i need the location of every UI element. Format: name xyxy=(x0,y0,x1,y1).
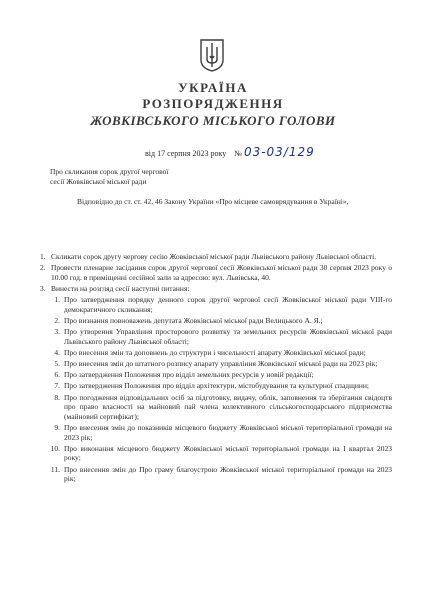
list-item xyxy=(40,252,392,262)
item-text: Скликати сорок другу чергову сесію Жовківської міської ради Львівського району Львівської області. xyxy=(51,252,377,261)
agenda-item xyxy=(40,359,392,369)
agenda-number: 3. xyxy=(54,327,60,337)
agenda-item xyxy=(40,423,392,442)
item-number: 2. xyxy=(40,263,46,273)
issuer-heading: ЖОВКІВСЬКОГО МІСЬКОГО ГОЛОВИ xyxy=(90,113,336,128)
agenda-text: Про утворення Управління просторового розвитку та земельних ресурсів Жовківської міської ради Львівського району Львівської області; xyxy=(64,327,392,346)
item-text: Провести пленарне засідання сорок другої чергової сесії Жовківської міської ради 30 серпня 2023 року о 10.00 год. в приміщенні сесійної зали за адресою: вул. Львівська, 40. xyxy=(51,263,392,282)
agenda-text: Про внесення змін до Про граму благоустрою Жовківської міської територіальної громади на 2023 рік; xyxy=(64,464,392,484)
agenda-text: Про внесення змін до показників місцевого бюджету Жовківської міської територіальної громади на 2023 рік; xyxy=(64,423,392,442)
list-item xyxy=(40,263,392,282)
agenda-number: 8. xyxy=(54,392,60,402)
agenda-number: 1. xyxy=(54,295,60,305)
agenda-item xyxy=(40,316,392,326)
item-number: 1. xyxy=(40,252,46,261)
agenda-text: Про погодження відповідальних осіб за підготовку, видачу, облік, заповнення та зберігання свідоцтв про право власності на майновий пай члена колективного сільськогосподарського підприємства (майновий сертифікат); xyxy=(64,392,392,421)
country-heading: УКРАЇНА xyxy=(178,80,248,95)
agenda-text: Про визнання повноважень депутата Жовківської міської ради Велицького А. Я.; xyxy=(64,315,323,325)
item-text: Винести на розгляд сесії наступні питання: xyxy=(51,283,190,293)
number-label: № xyxy=(234,149,242,158)
agenda-text: Про затвердження Положення про відділ архітектури, містобудування та культурної спадщини; xyxy=(64,381,369,391)
dateline xyxy=(145,145,315,159)
agenda-text: Про внесення змін та доповнень до структури і чисельності апарату Жовківської міської ради; xyxy=(64,347,366,357)
order-list xyxy=(40,252,392,485)
subject-block xyxy=(50,167,168,187)
agenda-text: Про внесення змін до штатного розпису апарату управління Жовківської міської ради на 2023 рік; xyxy=(64,359,378,369)
list-item xyxy=(40,284,392,294)
agenda-item xyxy=(40,327,392,346)
agenda-number: 7. xyxy=(54,381,60,391)
item-number: 3. xyxy=(40,283,46,293)
agenda-item xyxy=(40,393,392,422)
agenda-text: Про виконання місцевого бюджету Жовківської міської територіальної громади на I квартал 2023 року; xyxy=(64,443,392,463)
subject-line: Про скликання сорок другої чергової xyxy=(50,167,169,176)
agenda-number: 10. xyxy=(50,443,60,453)
agenda-number: 4. xyxy=(54,347,60,357)
agenda-number: 2. xyxy=(54,315,60,325)
agenda-item xyxy=(40,295,392,314)
agenda-number: 11. xyxy=(50,464,60,474)
agenda-item xyxy=(40,381,392,391)
agenda-number: 6. xyxy=(54,370,60,380)
agenda-text: Про затвердження порядку денного сорок другої чергової сесії Жовківської міської ради VIII-го демократичного скликання; xyxy=(64,295,392,314)
agenda-number: 9. xyxy=(54,423,60,433)
subject-line: сесії Жовківської міської ради xyxy=(50,177,147,186)
legal-basis-paragraph: Відповідно до ст. ст. 42, 46 Закону України «Про місцеве самоврядування в Україні», xyxy=(77,197,349,206)
agenda-item xyxy=(40,465,392,484)
agenda-item xyxy=(40,370,392,380)
agenda-item xyxy=(40,444,392,463)
trident-emblem-icon xyxy=(199,38,225,72)
agenda-number: 5. xyxy=(54,359,60,369)
document-type-heading: РОЗПОРЯДЖЕННЯ xyxy=(142,96,284,111)
date-text: від 17 серпня 2023 року xyxy=(145,149,227,158)
agenda-text: Про затвердження Положення про відділ земельних ресурсів у новій редакції; xyxy=(64,370,314,380)
document-number: 03-03/129 xyxy=(243,145,315,159)
agenda-item xyxy=(40,348,392,358)
